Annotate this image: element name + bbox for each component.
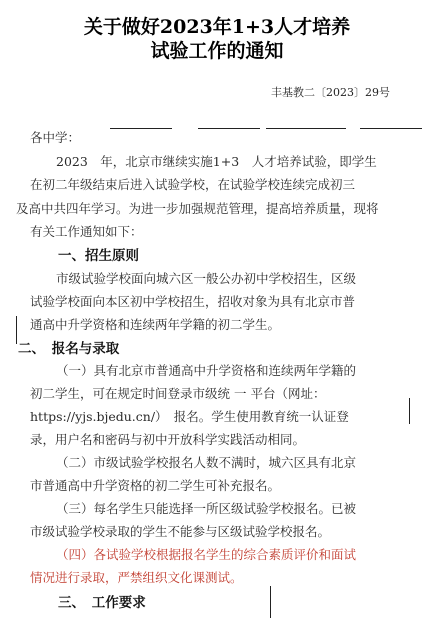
intro-line: 及高中共四年学习。为进一步加强规范管理，提高培养质量，现将	[16, 201, 379, 216]
intro-line: 有关工作通知如下：	[30, 224, 143, 239]
section-heading: 一、招生原则	[58, 248, 139, 264]
underline-mark	[266, 128, 346, 129]
section2-item2-line: 市普通高中升学资格的初二学生可补充报名。	[30, 478, 281, 493]
section2-item4-line: 情况进行录取，严禁组织文化课测试。	[30, 570, 243, 585]
margin-mark	[409, 398, 410, 424]
section2-item1-line: 初二学生，可在规定时间登录市级统 一 平台（网址：	[30, 386, 326, 401]
underline-mark	[110, 128, 172, 129]
margin-mark	[270, 586, 271, 618]
intro-line: 在初二年级结束后进入试验学校，在试验学校连续完成初三	[30, 177, 356, 192]
section1-line: 通高中升学资格和连续两年学籍的初二学生。	[30, 317, 281, 332]
section2-item1-line: 录，用户名和密码与初中开放科学实践活动相同。	[30, 432, 306, 447]
section1-line: 市级试验学校面向城六区一般公办初中学校招生，区级	[56, 271, 357, 286]
section2-item2-line: （二）市级试验学校报名人数不满时，城六区具有北京	[56, 455, 357, 470]
underline-mark	[360, 128, 422, 129]
section2-item1-line: https://yjs.bjedu.cn/） 报名。学生使用教育统一认证登	[30, 409, 349, 424]
title-line-2: 试验工作的通知	[150, 40, 284, 62]
underline-mark	[198, 128, 260, 129]
section2-item4-line: （四）各试验学校根据报名学生的综合素质评价和面试	[56, 547, 357, 562]
intro-line: 2023 年，北京市继续实施1+3 人才培养试验，即学生	[56, 154, 377, 169]
section2-item1-line: （一）具有北京市普通高中升学资格和连续两年学籍的	[56, 363, 357, 378]
salutation: 各中学：	[30, 130, 81, 145]
section-heading: 二、 报名与录取	[18, 341, 120, 357]
section-heading: 三、 工作要求	[58, 595, 146, 611]
document-number: 丰基教二〔2023〕29号	[271, 86, 390, 99]
title-line-1: 关于做好2023年1+3人才培养	[83, 16, 351, 38]
margin-mark	[16, 316, 17, 344]
section2-item3-line: （三）每名学生只能选择一所区级试验学校报名。已被	[56, 501, 357, 516]
section1-line: 试验学校面向本区初中学校招生，招收对象为具有北京市普	[30, 294, 356, 309]
section2-item3-line: 市级试验学校录取的学生不能参与区级试验学校报名。	[30, 524, 331, 539]
